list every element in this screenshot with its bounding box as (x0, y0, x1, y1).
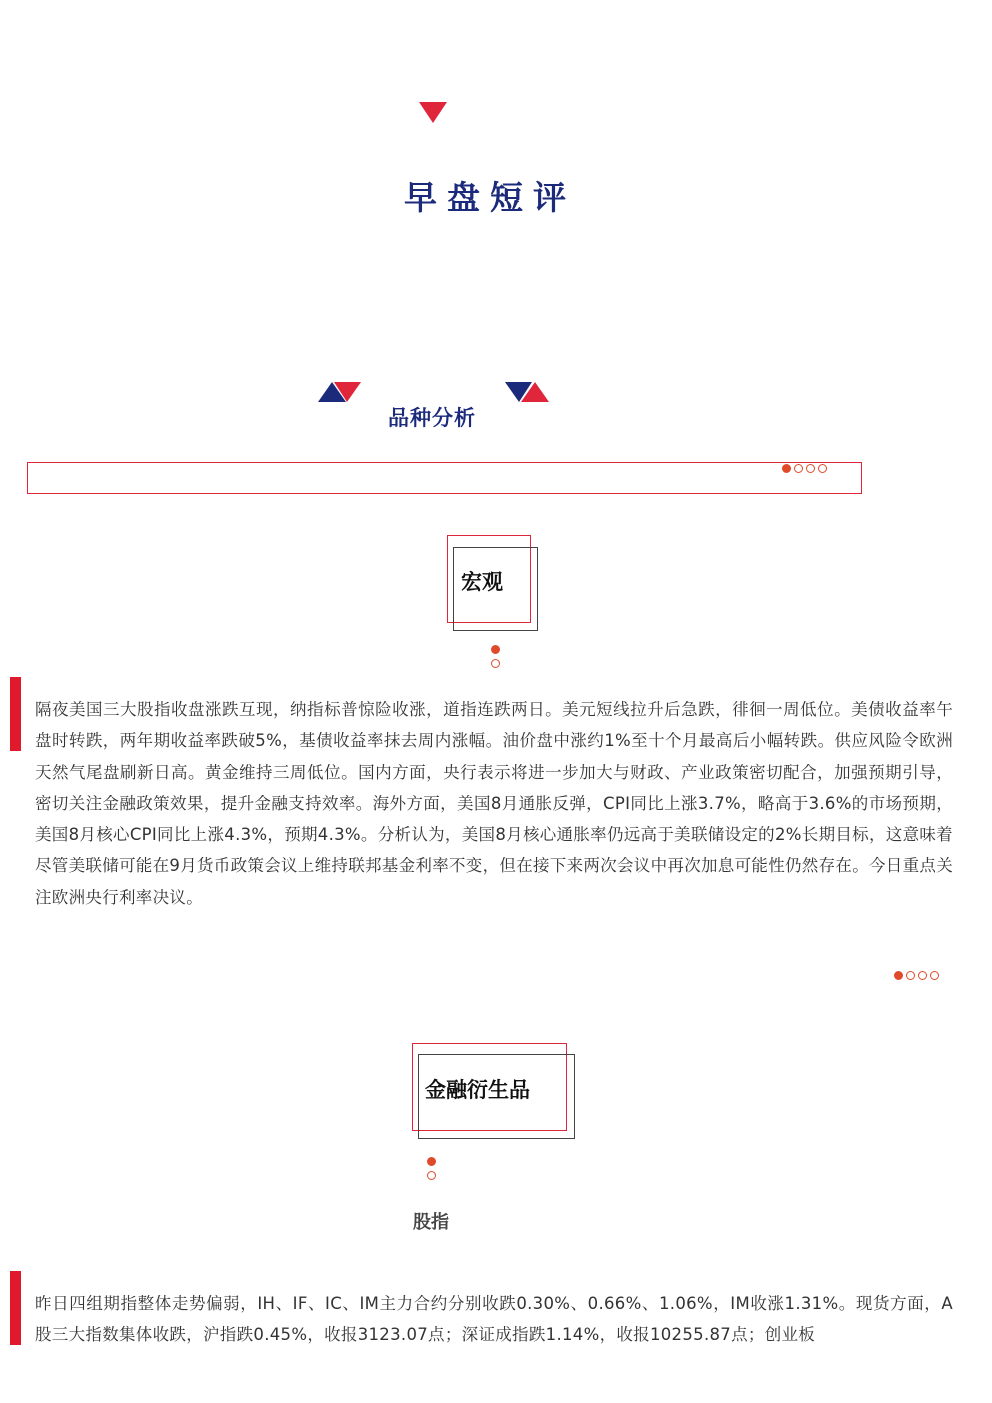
down-triangle-icon (419, 102, 447, 124)
heading-dots (427, 1157, 439, 1180)
section-title: 品种分析 (388, 406, 476, 430)
dot-icon (427, 1157, 436, 1166)
dots-decoration (894, 971, 939, 980)
left-triangles-icon (318, 380, 362, 404)
page-title: 早盘短评 (404, 178, 576, 217)
dot-icon (427, 1171, 436, 1180)
paragraph-marker (10, 1271, 21, 1345)
paragraph-marker (10, 677, 21, 751)
banner-frame (27, 462, 862, 494)
dot-icon (906, 971, 915, 980)
dot-icon (930, 971, 939, 980)
right-triangles-icon (504, 380, 550, 404)
dot-icon (918, 971, 927, 980)
dot-icon (491, 659, 500, 668)
derivatives-paragraph: 昨日四组期指整体走势偏弱，IH、IF、IC、IM主力合约分别收跌0.30%、0.66%、1.06%，IM收涨1.31%。现货方面，A股三大指数集体收跌，沪指跌0.45%，收报3123.07点；深证成指跌1.14%，收报10255.87点；创业板 (35, 1294, 953, 1345)
dot-icon (782, 464, 791, 473)
stock-index-subheading: 股指 (413, 1212, 449, 1233)
dot-icon (794, 464, 803, 473)
derivatives-heading: 金融衍生品 (425, 1078, 530, 1102)
dots-decoration (782, 464, 827, 473)
macro-heading: 宏观 (461, 570, 503, 594)
dot-icon (894, 971, 903, 980)
macro-paragraph: 隔夜美国三大股指收盘涨跌互现，纳指标普惊险收涨，道指连跌两日。美元短线拉升后急跌，徘徊一周低位。美债收益率午盘时转跌，两年期收益率跌破5%，基债收益率抹去周内涨幅。油价盘中涨约1%至十个月最高后小幅转跌。供应风险令欧洲天然气尾盘刷新日高。黄金维持三周低位。国内方面，央行表示将进一步加大与财政、产业政策密切配合，加强预期引导，密切关注金融政策效果，提升金融支持效率。海外方面，美国8月通胀反弹，CPI同比上涨3.7%，略高于3.6%的市场预期，美国8月核心CPI同比上涨4.3%，预期4.3%。分析认为，美国8月核心通胀率仍远高于美联储设定的2%长期目标，这意味着尽管美联储可能在9月货币政策会议上维持联邦基金利率不变，但在接下来两次会议中再次加息可能性仍然存在。今日重点关注欧洲央行利率决议。 (35, 700, 953, 907)
dot-icon (491, 645, 500, 654)
dot-icon (818, 464, 827, 473)
dot-icon (806, 464, 815, 473)
heading-dots (491, 645, 503, 668)
